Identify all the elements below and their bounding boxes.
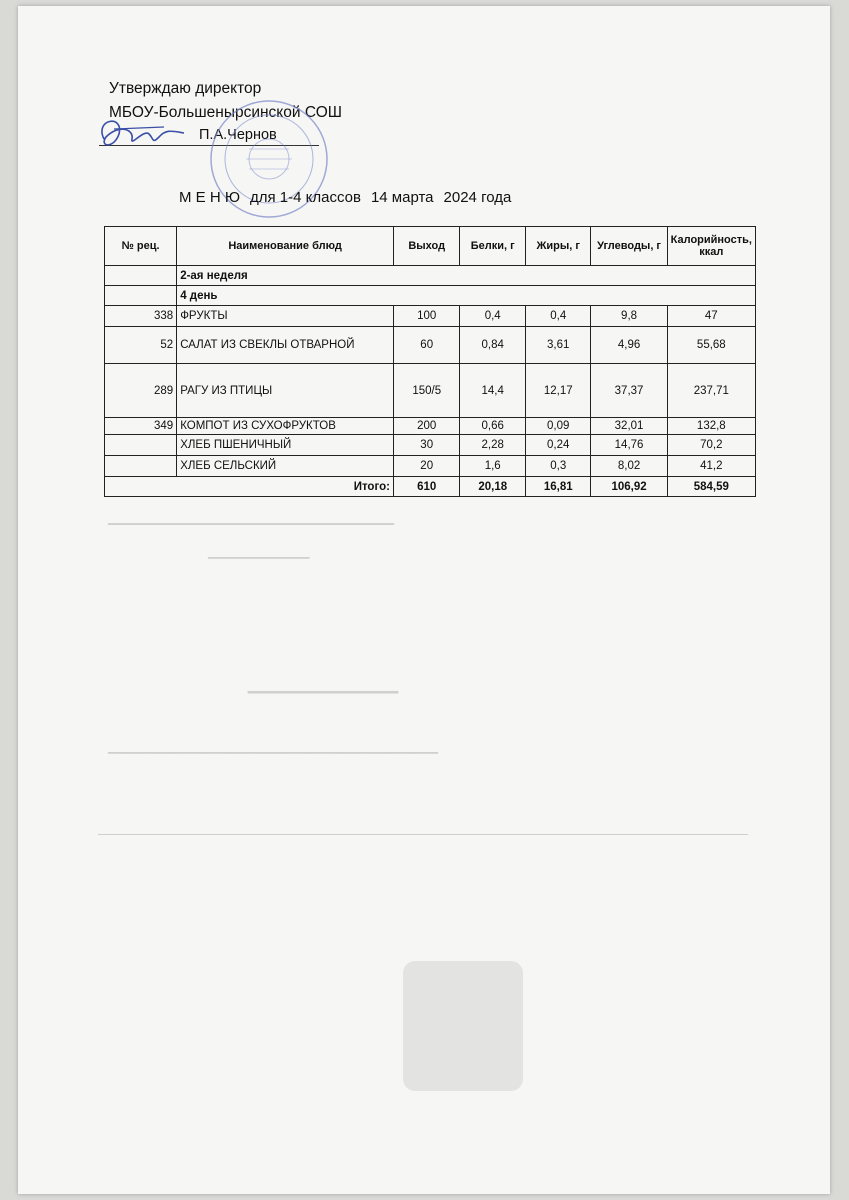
show-through-text: ▁▁▁▁▁▁▁▁▁▁▁▁ [208,547,310,559]
col-header-dish: Наименование блюд [177,227,394,266]
total-calories: 584,59 [667,477,755,497]
total-output: 610 [393,477,460,497]
menu-year: 2024 года [443,189,512,206]
table-header-row [105,227,756,266]
col-header-carbs: Углеводы, г [591,227,667,266]
signer-name: П.А.Чернов [199,127,277,143]
menu-title [179,189,521,206]
day-label: 4 день [177,286,756,306]
table-row: ХЛЕБ СЕЛЬСКИЙ 20 1,6 0,3 8,02 41,2 [105,456,756,477]
col-header-fat: Жиры, г [525,227,591,266]
approval-header [109,79,342,143]
show-through-line [98,834,748,835]
table-row: ХЛЕБ ПШЕНИЧНЫЙ 30 2,28 0,24 14,76 70,2 [105,435,756,456]
col-header-recipe: № рец. [105,227,177,266]
table-row: 349 КОМПОТ ИЗ СУХОФРУКТОВ 200 0,66 0,09 32,01 132,8 [105,418,756,435]
table-row: 289 РАГУ ИЗ ПТИЦЫ 150/5 14,4 12,17 37,37 237,71 [105,364,756,418]
total-row [105,477,756,497]
col-header-output: Выход [393,227,460,266]
show-through-text: ▁▁▁▁▁▁▁▁▁▁▁▁▁▁▁▁▁▁▁▁▁▁▁▁▁▁▁▁▁▁▁ [108,511,395,525]
school-name: МБОУ-Большеныpсинской СОШ [109,104,342,121]
show-through-text: ▁▁▁▁▁▁▁▁▁▁▁▁▁▁▁▁▁▁▁▁▁▁▁▁▁▁▁▁▁▁▁▁▁▁▁▁▁▁▁ [108,742,438,754]
col-header-calories: Калорийность, ккал [667,227,755,266]
menu-table [104,226,756,497]
approval-title: Утверждаю директор [109,80,262,97]
week-row [105,266,756,286]
menu-audience: для 1-4 классов [250,189,361,206]
show-through-text: ▁▁▁▁▁▁▁▁▁▁▁▁▁▁▁ [248,678,398,693]
document-sheet [18,6,830,1194]
table-row: 338 ФРУКТЫ 100 0,4 0,4 9,8 47 [105,306,756,327]
show-through-seal [403,961,523,1091]
signature-icon [94,109,214,159]
week-label: 2-ая неделя [177,266,756,286]
day-row [105,286,756,306]
menu-date: 14 марта [370,189,434,206]
total-protein: 20,18 [460,477,526,497]
total-label: Итого: [105,477,394,497]
total-carbs: 106,92 [591,477,667,497]
table-row: 52 САЛАТ ИЗ СВЕКЛЫ ОТВАРНОЙ 60 0,84 3,61 4,96 55,68 [105,327,756,364]
total-fat: 16,81 [525,477,591,497]
menu-word: М Е Н Ю [179,189,240,206]
col-header-protein: Белки, г [460,227,526,266]
